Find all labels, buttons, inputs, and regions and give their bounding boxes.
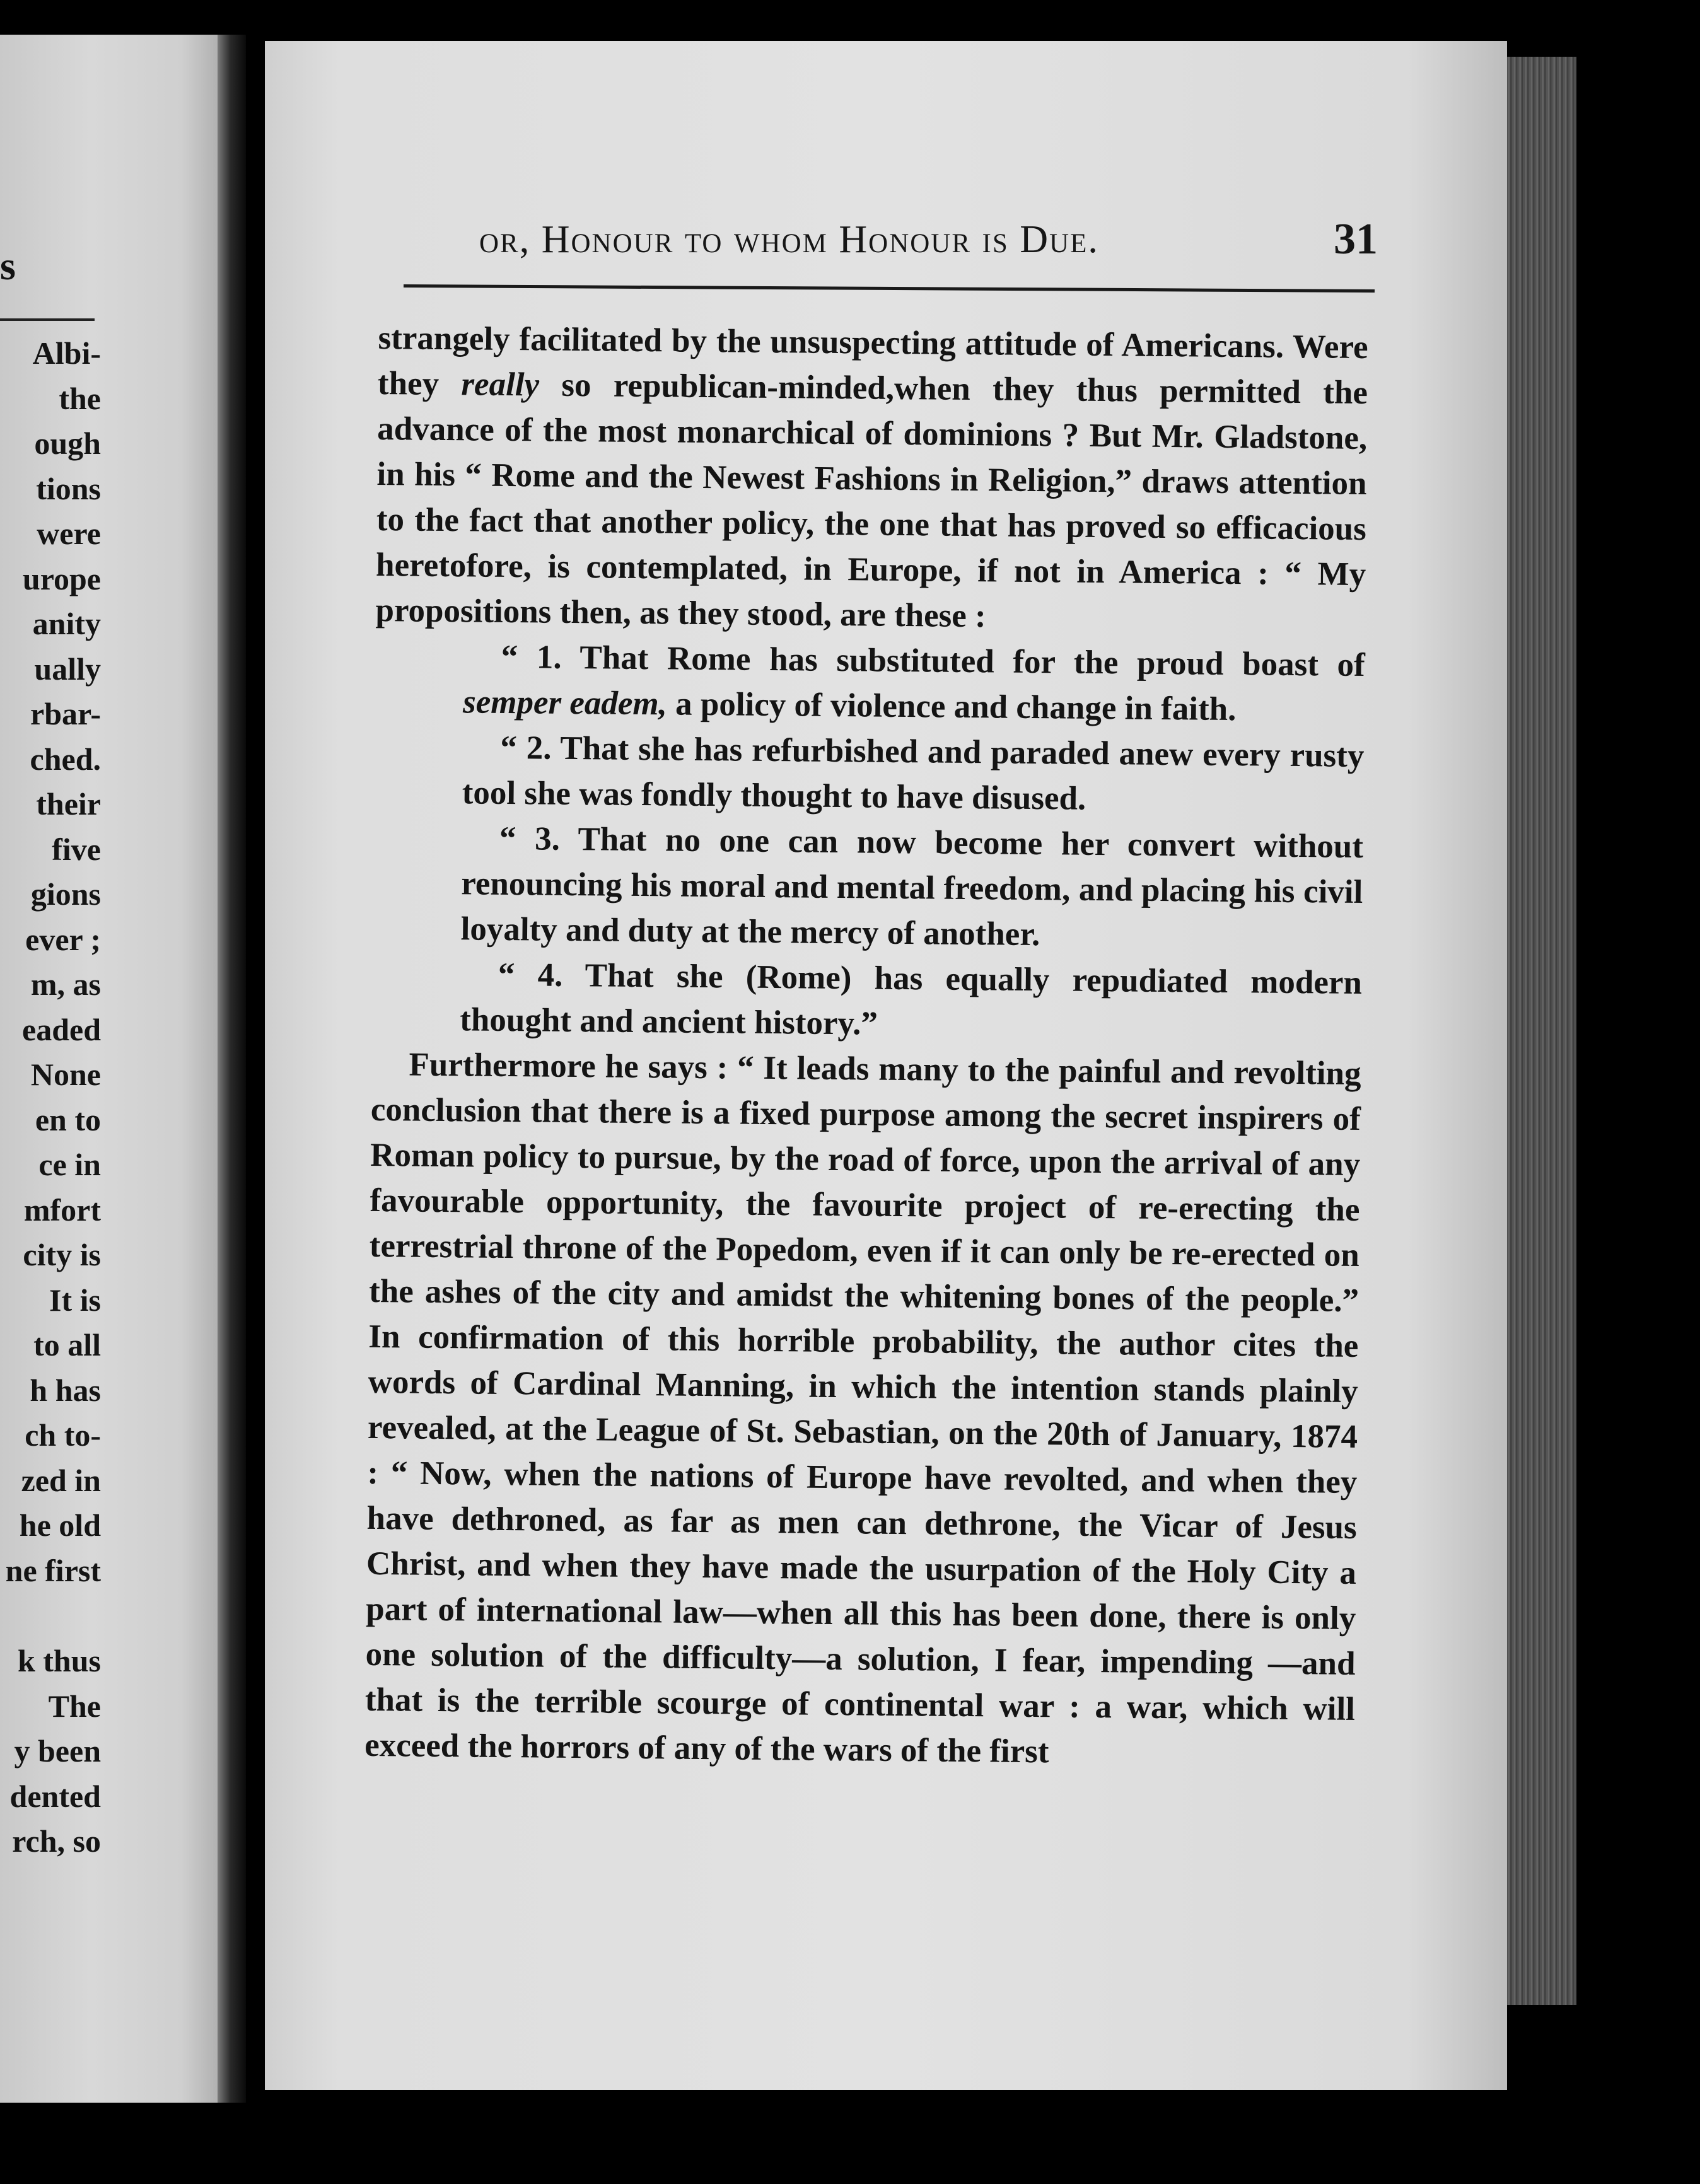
previous-page-line-fragment: h has <box>30 1372 101 1408</box>
previous-page-line-fragment: were <box>37 516 101 551</box>
quote-text: a policy of violence and change in faith. <box>667 685 1237 728</box>
quote-text: “ 1. That Rome has substituted for the proud boast of <box>501 638 1366 684</box>
previous-page-line-fragment: k thus <box>17 1643 101 1678</box>
emphasis: semper eadem, <box>462 683 668 723</box>
previous-page-line-fragment: ch to- <box>25 1417 101 1453</box>
previous-page-text-fragments <box>0 331 101 1864</box>
previous-page-line-fragment: the <box>59 380 101 416</box>
previous-page-line-fragment: rbar- <box>30 696 101 731</box>
previous-page-line-fragment: y been <box>14 1733 101 1769</box>
running-head-prefix: or, <box>479 218 542 261</box>
paragraph-text: so republican-minded,when they thus permitted the advance of the most monarchical of dominions ? But Mr. Gladstone, in his “ Rome and the Newest Fashions in Religion,” draws attention to the fact that another policy, the one that has proved so efficacious heretofore, is contemplated, in Europe, if not in America : “ My propositions then, as they stood, are these : <box>375 366 1368 635</box>
paragraph: Furthermore he says : “ It leads many to the painful and revolting conclusion that there is a fixed purpose among the secret inspirers of Roman policy to pursue, by the road of force, upon the arrival of any favourable opportunity, the favourite project of re-erecting the terrestrial throne of the Popedom, even if it can only be re-erected on the ashes of the city and amidst the whitening bones of the people.” In confirmation of this horrible probability, the author cites the words of Cardinal Manning, in which the intention stands plainly revealed, at the League of St. Sebastian, on the 20th of January, 1874 : “ Now, when the nations of Europe have revolted, and when they have dethroned, as far as men can dethrone, the Vicar of Jesus Christ, and when they have made the usurpation of the Holy City a part of international law—when all this has been done, there is only one solution of the difficulty—a solution, I fear, impending —and that is the terrible scourge of continental war : a war, which will exceed the horrors of any of the wars of the first <box>364 1046 1361 1770</box>
previous-page-head-rule <box>0 318 95 321</box>
previous-page-line-fragment: mfort <box>23 1192 101 1228</box>
previous-page-line-fragment: eaded <box>22 1011 101 1047</box>
previous-page-line-fragment: None <box>30 1057 101 1092</box>
previous-page-line-fragment: ne first <box>5 1552 101 1588</box>
previous-page-line-fragment: dented <box>9 1778 101 1814</box>
previous-page-line-fragment: The <box>48 1688 101 1724</box>
previous-page-line-fragment: five <box>52 831 101 867</box>
block-quote <box>460 634 1365 1051</box>
page-stack-edge <box>1507 57 1576 2005</box>
previous-page-line-fragment: city is <box>23 1237 101 1272</box>
quote-item: “ 2. That she has refurbished and paraded anew every rusty tool she was fondly thought to have disused. <box>462 729 1365 817</box>
page-number: 31 <box>1334 215 1378 264</box>
running-head <box>479 218 1375 262</box>
previous-page-line-fragment: m, as <box>30 967 101 1002</box>
previous-page-line-fragment: ough <box>34 426 101 461</box>
running-head-title: Honour to whom Honour is Due. <box>541 218 1099 261</box>
previous-page-line-fragment: their <box>36 786 101 822</box>
previous-page-line-fragment: urope <box>22 561 101 596</box>
previous-page-line-fragment: ched. <box>30 741 101 777</box>
paragraph <box>375 315 1368 642</box>
previous-page-line-fragment: It is <box>49 1282 101 1318</box>
previous-page-line-fragment: gions <box>30 876 101 912</box>
quote-item <box>463 634 1365 733</box>
previous-page-line-fragment: to all <box>33 1327 101 1362</box>
previous-page-line-fragment: rch, so <box>12 1823 101 1859</box>
previous-page-line-fragment <box>0 1593 101 1639</box>
previous-page-line-fragment: ce in <box>38 1147 101 1182</box>
previous-page-fragment <box>0 35 227 2103</box>
previous-page-line-fragment: ually <box>34 651 101 687</box>
emphasis: really <box>461 366 540 404</box>
previous-page-line-fragment: anity <box>32 606 101 641</box>
paragraph-text: strangely facilitated by the unsuspecting attitude of Americans. Were they <box>377 319 1368 403</box>
quote-item: “ 4. That she (Rome) has equally repudiated modern thought and ancient history.” <box>460 956 1363 1042</box>
quote-item: “ 3. That no one can now become her convert without renouncing his moral and mental freedom, and placing his civil loyalty and duty at the mercy of another. <box>460 820 1364 953</box>
book-gutter <box>218 35 246 2103</box>
previous-page-line-fragment: en to <box>35 1101 101 1137</box>
previous-page-line-fragment: ever ; <box>25 921 101 957</box>
previous-page-heading-fragment: s <box>0 243 16 288</box>
previous-page-line-fragment: Albi- <box>32 335 101 371</box>
body-text <box>364 315 1368 1777</box>
previous-page-line-fragment: tions <box>36 470 101 506</box>
previous-page-line-fragment: he old <box>19 1507 101 1543</box>
previous-page-line-fragment: zed in <box>21 1462 101 1498</box>
